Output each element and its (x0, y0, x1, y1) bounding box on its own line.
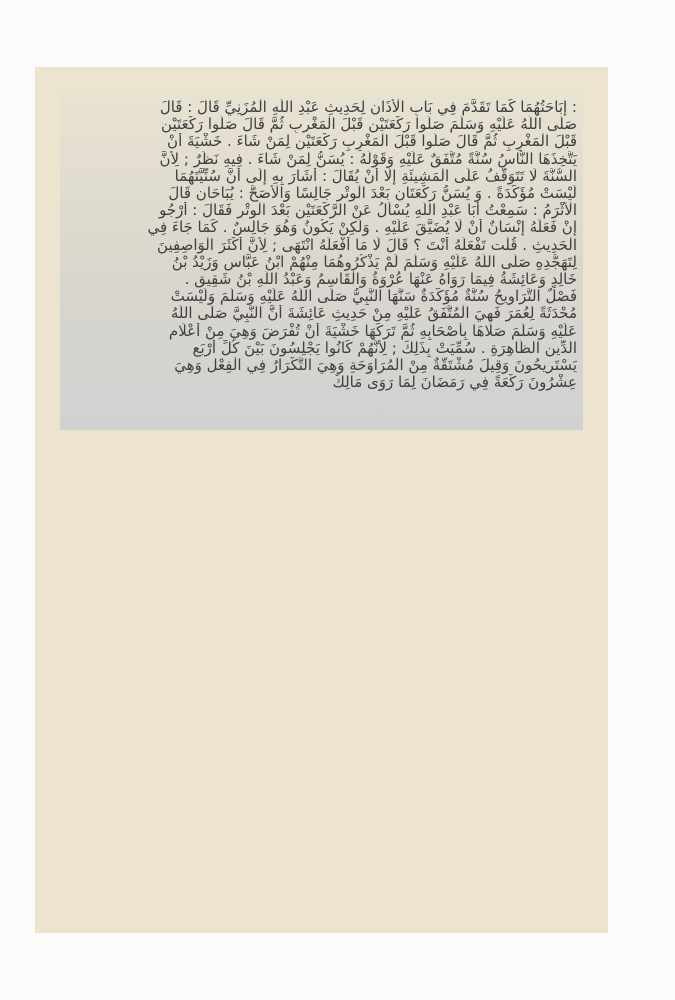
text-line: السُّنَّةَ لَا تَتَوَقَّفُ عَلَى الْمَشِيئَةِ إلَّا أَنْ يُقَالَ : أَشَارَ بِهِ إلَى أَنَّ سُنِّيَّتَهُمَا (174, 167, 577, 185)
text-line: فَصْلٌ التَّرَاوِيحُ سُنَّةٌ مُؤَكَّدَةٌ سَنَّهَا النَّبِيُّ صَلَّى اللَّهُ عَلَيْهِ وَسَلَّمَ وَلَيْسَتْ (170, 288, 577, 306)
text-line: الدِّينِ الظَّاهِرَةِ . سُمِّيَتْ بِذَلِكَ ; لِأَنَّهُمْ كَانُوا يَجْلِسُونَ بَيْنَ كُلِّ أَرْبَعٍ (192, 339, 577, 357)
text-line: صَلَّى اللَّهُ عَلَيْهِ وَسَلَّمَ صَلُّوا رَكْعَتَيْنِ قَبْلَ الْمَغْرِبِ ثُمَّ قَالَ صَلُّوا رَكْعَتَيْنِ (161, 116, 577, 134)
text-line: قَبْلَ الْمَغْرِبِ ثُمَّ قَالَ صَلُّوا قَبْلَ الْمَغْرِبِ رَكْعَتَيْنِ لِمَنْ شَاءَ . خَشْيَةَ أَنْ (167, 133, 577, 151)
text-line: خَالِدٍ وَعَائِشَةُ فِيمَا رَوَاهُ عَنْهَا عُرْوَةُ وَالْقَاسِمُ وَعَبْدُ اللَّهِ بْنُ شَقِيقٍ . (184, 271, 577, 289)
text-line: يَسْتَرِيحُونَ وَقِيلَ مُشْتَقَّةٌ مِنْ الْمُرَاوَحَةِ وَهِيَ التَّكْرَارُ فِي الْفِعْلِ وَهِيَ (174, 357, 577, 375)
text-line: الْحَدِيثِ . قُلْت تَفْعَلُهُ أَنْتَ ؟ قَالَ لَا مَا أَفْعَلُهُ انْتَهَى ; لِأَنَّ أَكْثَرَ الْوَاصِفِينَ (157, 236, 577, 254)
text-line: الْأَثْرَمُ : سَمِعْتُ أَبَا عَبْدِ اللَّهِ يُسْأَلُ عَنْ الرَّكْعَتَيْنِ بَعْدَ الْوِتْرِ فَقَالَ : أَرْجُو (159, 202, 577, 220)
text-block (60, 93, 583, 430)
text-line: عَلَيْهِ وَسَلَّمَ صَلَّاهَا بِأَصْحَابِهِ ثُمَّ تَرَكَهَا خَشْيَةَ أَنْ تُفْرَضَ وَهِيَ مِنْ أَعْلَامِ (168, 322, 577, 340)
text-line: مُحْدَثَةً لِعُمَرَ فَهِيَ الْمُتَّفَقُ عَلَيْهِ مِنْ حَدِيثِ عَائِشَةَ أَنَّ النَّبِيَّ صَلَّى اللَّهُ (170, 305, 577, 323)
text-line: يَتَّخِذَهَا النَّاسُ سُنَّةً مُتَّفَقٌ عَلَيْهِ وَقَوْلُهُ : يُسَنُّ لِمَنْ شَاءَ . فِيهِ نَظَرٌ ; لِأَنَّ (159, 150, 577, 168)
text-line: : إِبَاحَتُهُمَا كَمَا تَقَدَّمَ فِي بَابِ الْأَذَانِ لِحَدِيثِ عَبْدِ اللَّهِ الْمُزَنِيِّ قَالَ : قَالَ (159, 99, 577, 116)
text-line: لِتَهَجُّدِهِ صَلَّى اللَّهُ عَلَيْهِ وَسَلَّمَ لَمْ يَذْكُرُوهُمَا مِنْهُمْ ابْنُ عَبَّاسٍ وَزَيْدُ بْنُ (171, 253, 577, 271)
document-page (35, 67, 608, 933)
text-line: لَيْسَتْ مُؤَكَّدَةً . وَ يُسَنُّ رَكْعَتَانِ بَعْدَ الْوِتْرِ جَالِسًا وَالْأَصَحُّ : يُبَاحَانِ قَالَ (168, 185, 577, 203)
text-line: إنْ فَعَلَهُ إنْسَانٌ أَنْ لَا يُضَيَّقَ عَلَيْهِ . وَلَكِنْ يَكُونُ وَهُوَ جَالِسٌ . كَمَا جَاءَ فِي (147, 219, 577, 237)
body-paragraph (66, 99, 577, 391)
text-line: عِشْرُونَ رَكْعَةً فِي رَمَضَانَ لِمَا رَوَى مَالِكٌ (332, 374, 577, 392)
